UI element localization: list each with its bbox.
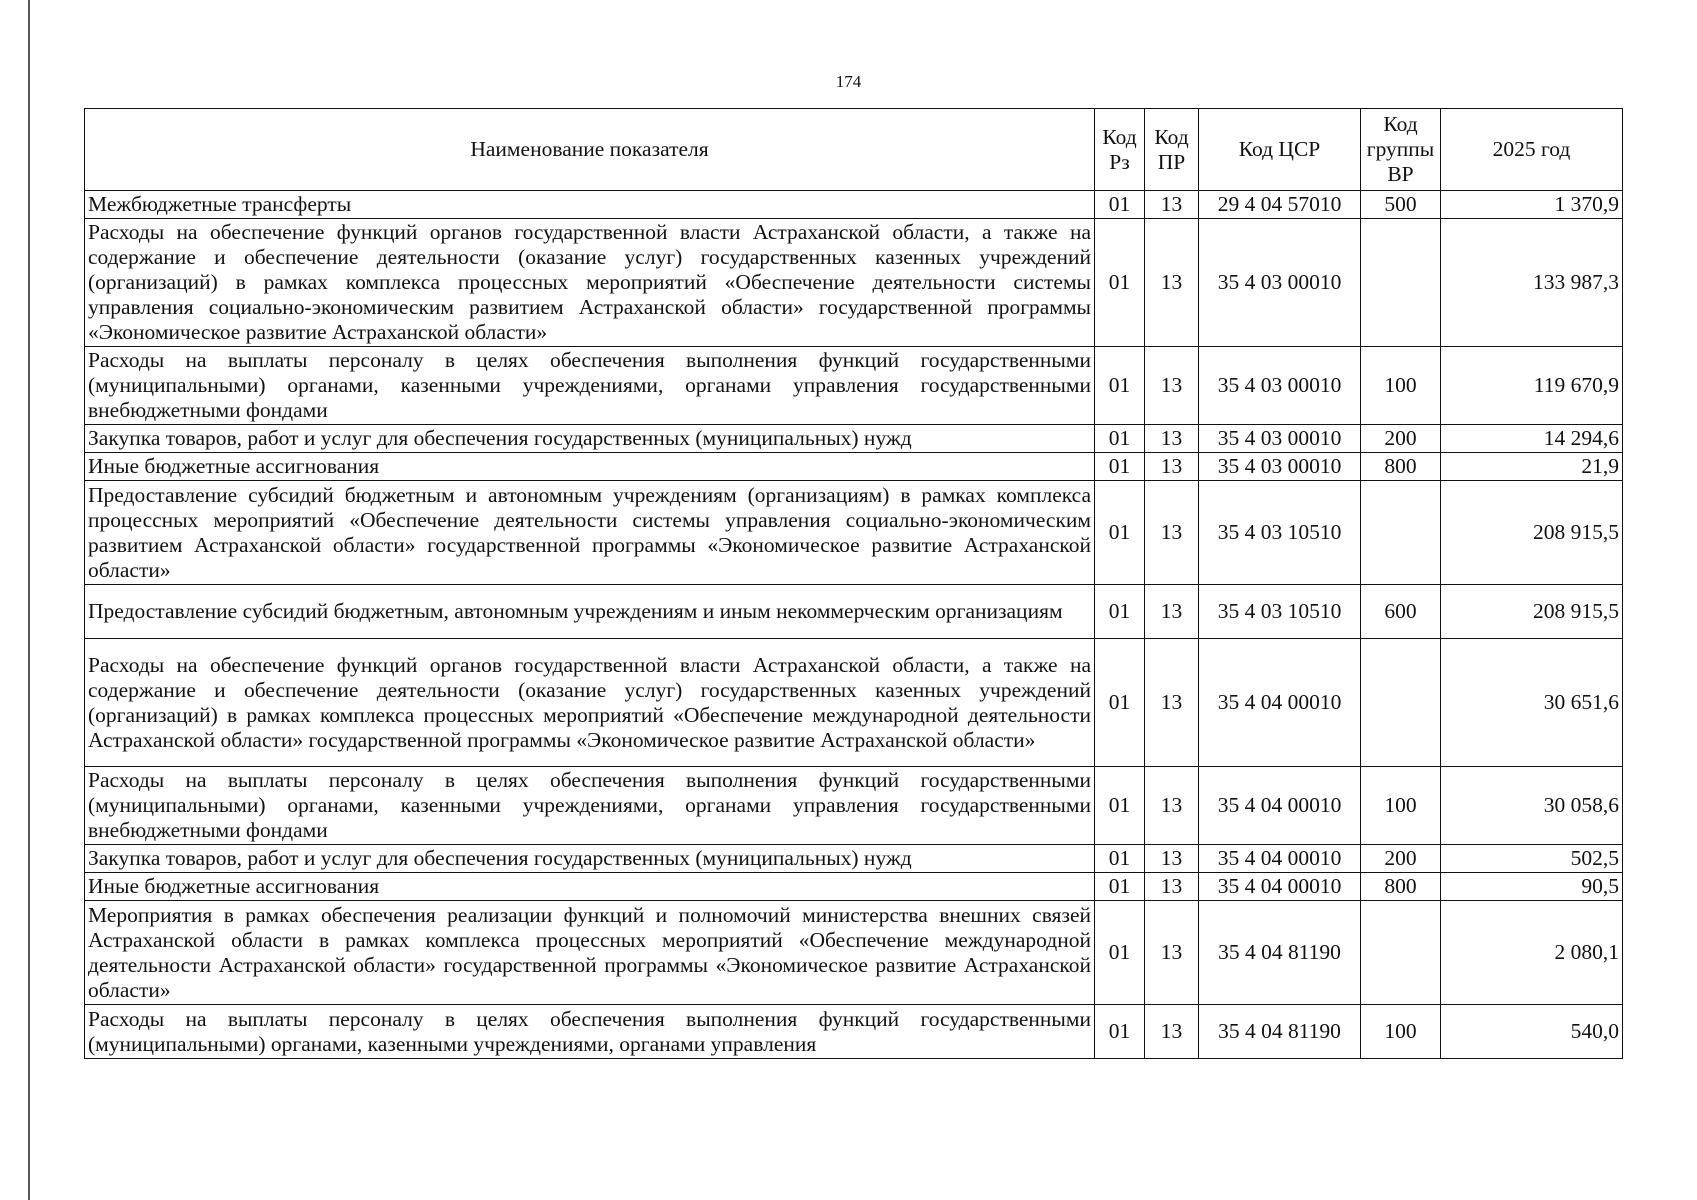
row-amount: 14 294,6: [1441, 425, 1623, 453]
row-rz: 01: [1095, 481, 1145, 585]
row-vr: [1361, 639, 1441, 767]
table-row: [85, 845, 1623, 873]
row-name: Межбюджетные трансферты: [85, 191, 1095, 219]
row-pr: 13: [1145, 1005, 1199, 1059]
row-name: Мероприятия в рамках обеспечения реализации функций и полномочий министерства внешних связей Астраханской области в рамках комплекса процессных мероприятий «Обеспечение международной деятельности Астраханской области» государственной программы «Экономическое развитие Астраханской области»: [85, 901, 1095, 1005]
row-amount: 119 670,9: [1441, 347, 1623, 425]
row-rz: 01: [1095, 191, 1145, 219]
row-vr: 100: [1361, 767, 1441, 845]
table-row: [85, 481, 1623, 585]
header-pr: Код ПР: [1145, 109, 1199, 191]
row-csr: 35 4 03 00010: [1199, 425, 1361, 453]
row-rz: 01: [1095, 453, 1145, 481]
row-pr: 13: [1145, 845, 1199, 873]
scan-edge-line: [28, 0, 30, 1200]
row-name: Расходы на выплаты персоналу в целях обеспечения выполнения функций государственными (муниципальными) органами, казенными учреждениями, органами управления: [85, 1005, 1095, 1059]
row-csr: 35 4 03 00010: [1199, 453, 1361, 481]
row-name: Расходы на обеспечение функций органов государственной власти Астраханской области, а также на содержание и обеспечение деятельности (оказание услуг) государственных казенных учреждений (организаций) в рамках комплекса процессных мероприятий «Обеспечение международной деятельности Астраханской области» государственной программы «Экономическое развитие Астраханской области»: [85, 639, 1095, 767]
table-row: [85, 191, 1623, 219]
table-row: [85, 219, 1623, 347]
row-pr: 13: [1145, 191, 1199, 219]
row-amount: 1 370,9: [1441, 191, 1623, 219]
header-rz: Код Рз: [1095, 109, 1145, 191]
row-rz: 01: [1095, 873, 1145, 901]
row-csr: 35 4 03 10510: [1199, 481, 1361, 585]
row-name: Расходы на выплаты персоналу в целях обеспечения выполнения функций государственными (муниципальными) органами, казенными учреждениями, органами управления государственными внебюджетными фондами: [85, 347, 1095, 425]
row-pr: 13: [1145, 425, 1199, 453]
row-rz: 01: [1095, 1005, 1145, 1059]
row-rz: 01: [1095, 425, 1145, 453]
row-csr: 35 4 03 00010: [1199, 219, 1361, 347]
table-row: [85, 901, 1623, 1005]
row-csr: 29 4 04 57010: [1199, 191, 1361, 219]
table-header-row: [85, 109, 1623, 191]
row-csr: 35 4 04 00010: [1199, 639, 1361, 767]
table-row: [85, 347, 1623, 425]
table-row: [85, 453, 1623, 481]
row-pr: 13: [1145, 873, 1199, 901]
row-rz: 01: [1095, 585, 1145, 639]
row-amount: 21,9: [1441, 453, 1623, 481]
row-pr: 13: [1145, 585, 1199, 639]
table-row: [85, 639, 1623, 767]
row-pr: 13: [1145, 639, 1199, 767]
row-amount: 30 058,6: [1441, 767, 1623, 845]
row-csr: 35 4 04 00010: [1199, 873, 1361, 901]
row-amount: 90,5: [1441, 873, 1623, 901]
row-name: Закупка товаров, работ и услуг для обеспечения государственных (муниципальных) нужд: [85, 425, 1095, 453]
row-csr: 35 4 03 10510: [1199, 585, 1361, 639]
row-rz: 01: [1095, 347, 1145, 425]
row-vr: 200: [1361, 845, 1441, 873]
row-vr: 800: [1361, 453, 1441, 481]
row-amount: 502,5: [1441, 845, 1623, 873]
row-rz: 01: [1095, 639, 1145, 767]
row-amount: 30 651,6: [1441, 639, 1623, 767]
table-row: [85, 425, 1623, 453]
row-vr: 100: [1361, 1005, 1441, 1059]
header-year: 2025 год: [1441, 109, 1623, 191]
row-rz: 01: [1095, 767, 1145, 845]
row-name: Иные бюджетные ассигнования: [85, 873, 1095, 901]
row-rz: 01: [1095, 901, 1145, 1005]
row-pr: 13: [1145, 453, 1199, 481]
row-csr: 35 4 04 00010: [1199, 845, 1361, 873]
row-amount: 208 915,5: [1441, 585, 1623, 639]
row-pr: 13: [1145, 481, 1199, 585]
row-csr: 35 4 04 81190: [1199, 1005, 1361, 1059]
row-name: Расходы на выплаты персоналу в целях обеспечения выполнения функций государственными (муниципальными) органами, казенными учреждениями, органами управления государственными внебюджетными фондами: [85, 767, 1095, 845]
row-vr: [1361, 481, 1441, 585]
header-name: Наименование показателя: [85, 109, 1095, 191]
row-vr: 100: [1361, 347, 1441, 425]
row-amount: 133 987,3: [1441, 219, 1623, 347]
row-pr: 13: [1145, 219, 1199, 347]
header-vr: Код группы ВР: [1361, 109, 1441, 191]
row-vr: 200: [1361, 425, 1441, 453]
row-csr: 35 4 04 00010: [1199, 767, 1361, 845]
row-vr: 800: [1361, 873, 1441, 901]
row-name: Предоставление субсидий бюджетным, автономным учреждениям и иным некоммерческим организациям: [85, 585, 1095, 639]
header-csr: Код ЦСР: [1199, 109, 1361, 191]
row-csr: 35 4 03 00010: [1199, 347, 1361, 425]
row-vr: 500: [1361, 191, 1441, 219]
row-amount: 2 080,1: [1441, 901, 1623, 1005]
table-row: [85, 1005, 1623, 1059]
row-pr: 13: [1145, 901, 1199, 1005]
row-amount: 540,0: [1441, 1005, 1623, 1059]
row-vr: [1361, 219, 1441, 347]
budget-table: [84, 108, 1623, 1059]
row-name: Расходы на обеспечение функций органов государственной власти Астраханской области, а также на содержание и обеспечение деятельности (оказание услуг) государственных казенных учреждений (организаций) в рамках комплекса процессных мероприятий «Обеспечение деятельности системы управления социально-экономическим развитием Астраханской области» государственной программы «Экономическое развитие Астраханской области»: [85, 219, 1095, 347]
row-name: Закупка товаров, работ и услуг для обеспечения государственных (муниципальных) нужд: [85, 845, 1095, 873]
row-amount: 208 915,5: [1441, 481, 1623, 585]
row-name: Иные бюджетные ассигнования: [85, 453, 1095, 481]
table-row: [85, 585, 1623, 639]
row-rz: 01: [1095, 845, 1145, 873]
row-vr: 600: [1361, 585, 1441, 639]
row-vr: [1361, 901, 1441, 1005]
table-row: [85, 873, 1623, 901]
row-pr: 13: [1145, 767, 1199, 845]
row-csr: 35 4 04 81190: [1199, 901, 1361, 1005]
row-pr: 13: [1145, 347, 1199, 425]
row-rz: 01: [1095, 219, 1145, 347]
row-name: Предоставление субсидий бюджетным и автономным учреждениям (организациям) в рамках комплекса процессных мероприятий «Обеспечение деятельности системы управления социально-экономическим развитием Астраханской области» государственной программы «Экономическое развитие Астраханской области»: [85, 481, 1095, 585]
page-number: 174: [835, 72, 862, 91]
table-row: [85, 767, 1623, 845]
